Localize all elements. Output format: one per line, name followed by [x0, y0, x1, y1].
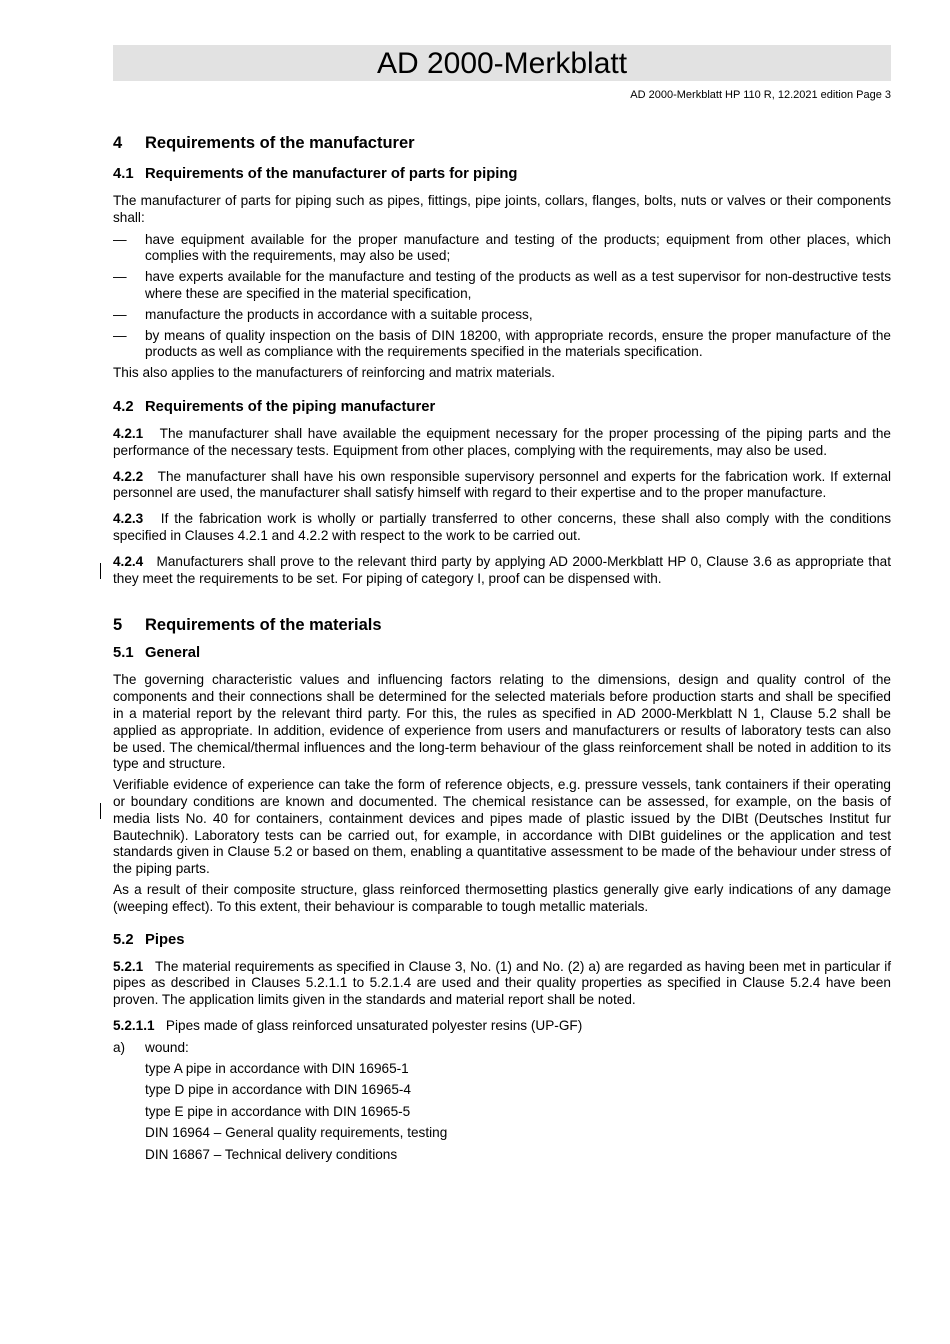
document-reference: AD 2000-Merkblatt HP 110 R, 12.2021 edition Page 3: [630, 89, 891, 101]
section-4-2-heading: 4.2 Requirements of the piping manufacturer: [113, 398, 436, 415]
standard-reference: type A pipe in accordance with DIN 16965-1: [145, 1061, 409, 1077]
item-a: a) wound:: [113, 1039, 189, 1055]
section-5-1-paragraph: Verifiable evidence of experience can take the form of reference objects, e.g. pressure vessels, tank containers if their operating or boundary conditions are known and documented. The chemical resistance can be assessed, for example, on the basis of media lists No. 40 for containers, containment devices and pipes made of plastic issued by the DIBt (Deutsches Institut fur Bautechnik). Laboratory tests can be carried out, for example, in accordance with DIBt guidelines or the application and test standards given in Clause 5.2 or based on them, enabling a quantitative assessment to be made of the behaviour under stress of the piping parts.: [113, 777, 891, 878]
section-5-2-heading: 5.2 Pipes: [113, 931, 185, 948]
list-item: — have experts available for the manufacture and testing of the products as well as a test supervisor for non-destructive tests where these are specified in the material specification,: [113, 269, 891, 301]
document-body: [113, 130, 891, 1163]
change-bar: [100, 563, 101, 579]
section-4-1-heading: 4.1 Requirements of the manufacturer of parts for piping: [113, 166, 518, 182]
section-5-1-paragraph: The governing characteristic values and influencing factors relating to the dimensions, design and quality control of the components and their connections shall be determined for the selected materials before production starts and shall be specified in a material report by the relevant third party. For this, the rules as specified in AD 2000-Merkblatt N 1, Clause 5.2 shall be applied as appropriate. In addition, evidence of experience from users and manufacturers or results of laboratory tests can also be used. The chemical/thermal influences and the long-term behaviour of the glass reinforcement shall be noted in addition to its type and structure.: [113, 672, 891, 772]
standard-reference: DIN 16867 – Technical delivery conditions: [145, 1146, 398, 1162]
standard-reference: type E pipe in accordance with DIN 16965-5: [145, 1103, 411, 1119]
clause-4-2-2: 4.2.2 The manufacturer shall have his own responsible supervisory personnel and experts for the fabrication work. If external personnel are used, the manufacturer shall satisfy himself with regard to their expertise and to the proper manufacture.: [113, 468, 891, 501]
section-5-1-paragraph: As a result of their composite structure, glass reinforced thermosetting plastics generally give early indications of any damage (weeping effect). To this extent, their behaviour is comparable to tough metallic materials.: [113, 881, 891, 914]
clause-5-2-1: 5.2.1 The material requirements as specified in Clause 3, No. (1) and No. (2) a) are regarded as having been met in particular if pipes as described in Clauses 5.2.1.1 to 5.2.1.4 are used and their quality properties as specified in Clause 5.2.4 have been proven. The application limits given in the standards and material report shall be noted.: [113, 958, 891, 1008]
section-4-1-closing: This also applies to the manufacturers of reinforcing and matrix materials.: [113, 365, 555, 381]
clause-4-2-3: 4.2.3 If the fabrication work is wholly or partially transferred to other concerns, these shall also comply with the conditions specified in Clauses 4.2.1 and 4.2.2 with respect to the work to be carried out.: [113, 511, 891, 543]
list-item: — have equipment available for the proper manufacture and testing of the products; equipment from other places, which complies with the requirements, may also be used;: [113, 231, 891, 264]
section-4-1-intro: The manufacturer of parts for piping such as pipes, fittings, pipe joints, collars, flanges, bolts, nuts or valves or their components shall:: [113, 193, 891, 225]
list-item: — manufacture the products in accordance with a suitable process,: [113, 306, 533, 322]
section-5-1-heading: 5.1 General: [113, 645, 201, 662]
list-item: — by means of quality inspection on the basis of DIN 18200, with appropriate records, ensure the proper manufacture of the products as well as compliance with the requirements specified in the materials specification.: [113, 327, 891, 360]
clause-4-2-4: 4.2.4 Manufacturers shall prove to the relevant third party by applying AD 2000-Merkblatt HP 0, Clause 3.6 as appropriate that they meet the requirements to be set. For piping of category I, proof can be dispensed with.: [113, 554, 891, 588]
document-title-banner: AD 2000-Merkblatt: [113, 45, 891, 81]
clause-4-2-1: 4.2.1 The manufacturer shall have available the equipment necessary for the proper processing of the piping parts and the performance of the necessary tests. Equipment from other places, complying with the requirements, may also be used.: [113, 425, 891, 458]
section-5-heading: 5 Requirements of the materials: [113, 616, 382, 635]
standard-reference: type D pipe in accordance with DIN 16965-4: [145, 1082, 411, 1098]
requirements-list: [113, 232, 891, 362]
clause-5-2-1-1: 5.2.1.1 Pipes made of glass reinforced unsaturated polyester resins (UP-GF): [113, 1017, 583, 1033]
section-4-heading: 4 Requirements of the manufacturer: [113, 134, 415, 152]
standard-reference: DIN 16964 – General quality requirements, testing: [145, 1125, 448, 1141]
change-bar: [100, 803, 101, 819]
